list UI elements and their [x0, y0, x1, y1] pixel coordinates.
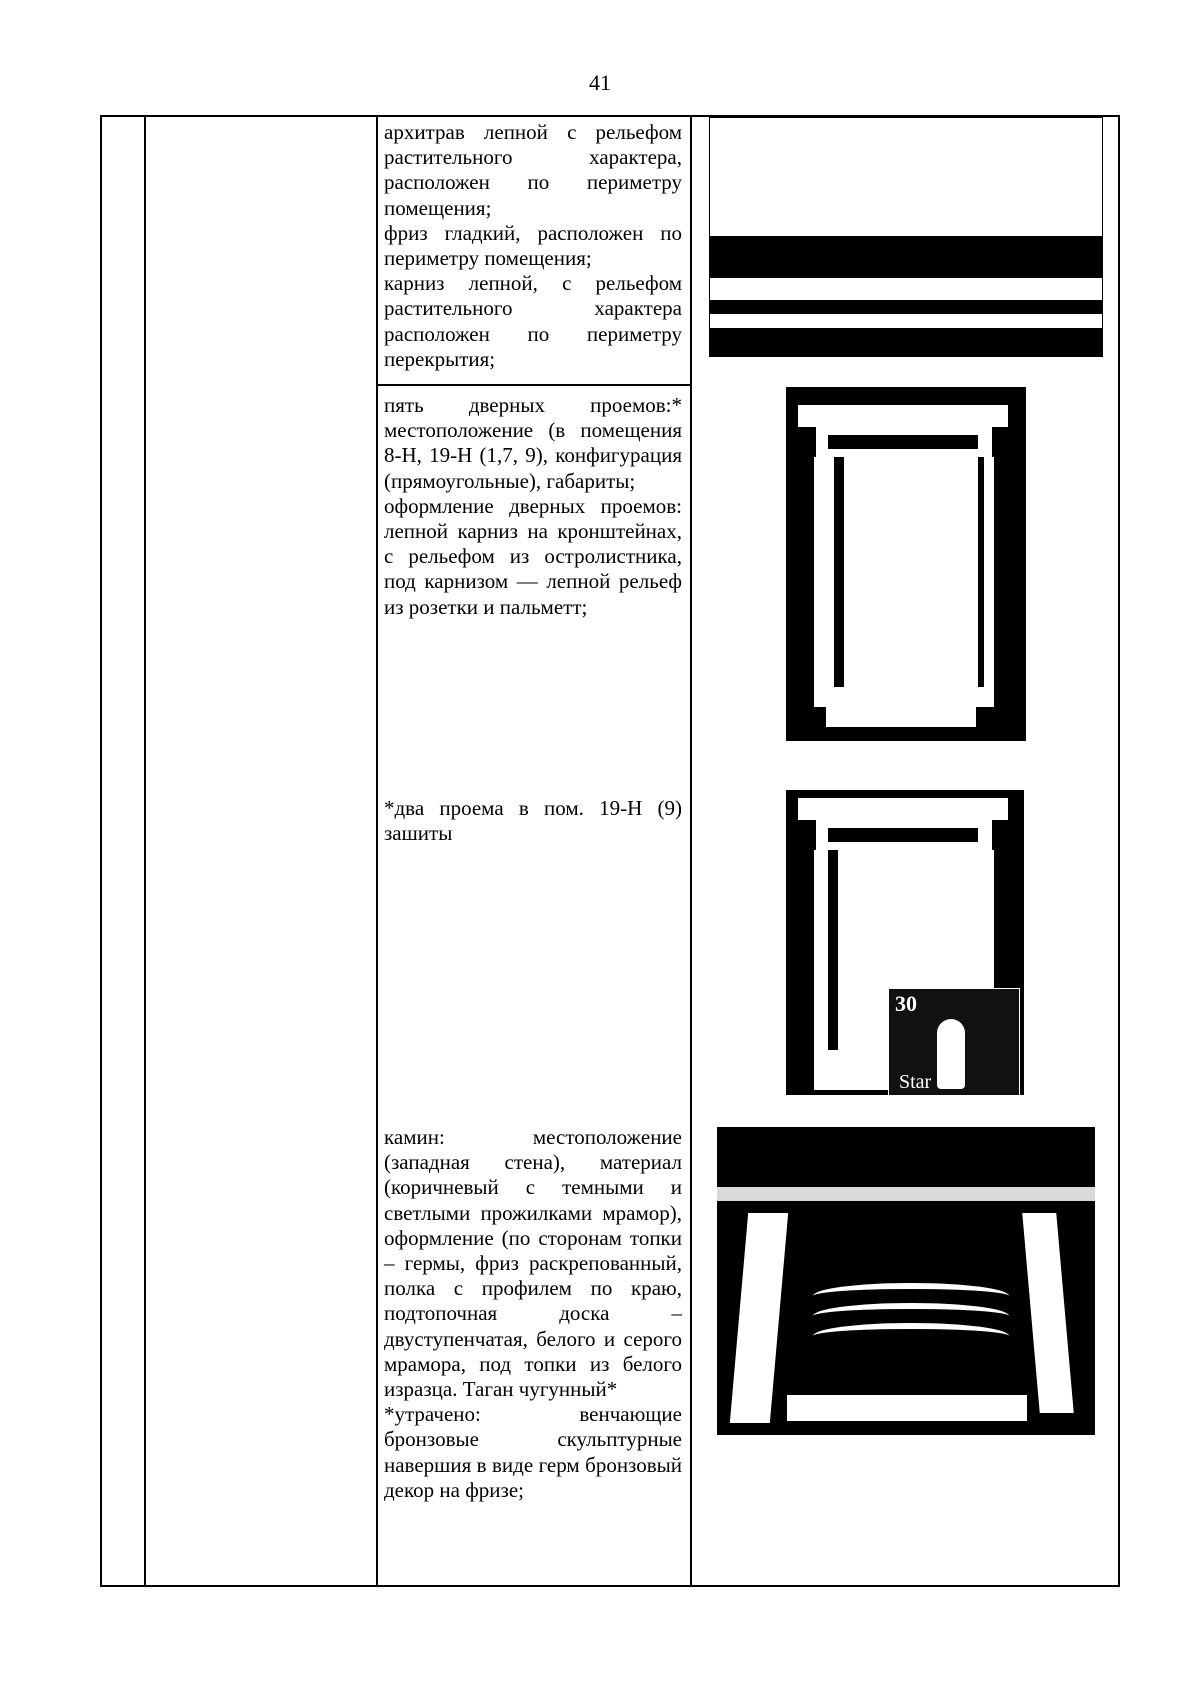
row-separator — [376, 384, 690, 386]
poster-number: 30 — [895, 991, 917, 1016]
fireplace-grate-bar — [813, 1323, 1009, 1349]
section-text-doorways — [384, 393, 682, 620]
fireplace-herm-left — [730, 1213, 788, 1423]
door-lintel — [816, 427, 992, 457]
paragraph: фриз гладкий, расположен по периметру помещения; — [384, 220, 682, 271]
door-floor — [826, 687, 976, 727]
door-panel — [814, 457, 994, 707]
section-text-note — [384, 796, 682, 846]
fireplace-hearth — [787, 1395, 1027, 1421]
page-number: 41 — [589, 70, 611, 95]
column-divider-3 — [690, 117, 692, 1585]
poster-brand: Star — [899, 1071, 932, 1093]
doorway-photo-1 — [786, 387, 1026, 741]
paragraph: *два проема в пом. 19-Н (9) зашиты — [384, 796, 682, 846]
door-cornice — [798, 798, 1008, 820]
paragraph: архитрав лепной с рельефом растительного характера, расположен по периметру помещения; — [384, 120, 682, 220]
fireplace-herm-right — [1022, 1213, 1073, 1413]
fireplace-photo — [717, 1127, 1095, 1435]
column-divider-2 — [376, 117, 378, 1585]
door-lintel — [816, 820, 992, 850]
section-text-fireplace — [384, 1125, 682, 1503]
poster — [888, 988, 1020, 1095]
doorway-photo-2 — [786, 790, 1024, 1095]
dancer-figure — [937, 1019, 965, 1089]
paragraph: камин: местоположение (западная стена), материал (коричневый с темными и светлыми прожилками мрамор), оформление (по сторонам топки – гермы, фриз раскрепованный, полка с профилем по краю, подтопочная доска – двуступенчатая, белого и серого мрамора, под топки из белого изразца. Таган чугунный* — [384, 1125, 682, 1402]
paragraph: оформление дверных проемов: лепной карниз на кронштейнах, с рельефом из остролистника, под карнизом — лепной рельеф из розетки и пальметт; — [384, 493, 682, 619]
paragraph: *утрачено: венчающие бронзовые скульптурные навершия в виде герм бронзовый декор на фризе; — [384, 1402, 682, 1502]
paragraph: пять дверных проемов:* местоположение (в помещения 8-Н, 19-Н (1,7, 9), конфигурация (прямоугольные), габариты; — [384, 393, 682, 493]
photo-band — [710, 118, 1102, 236]
photo-band — [710, 278, 1102, 300]
fireplace-mantel — [717, 1187, 1095, 1201]
photo-band — [710, 314, 1102, 328]
paragraph: карниз лепной, с рельефом растительного характера расположен по периметру перекрытия; — [384, 271, 682, 371]
section-text-cornice — [384, 120, 682, 372]
door-cornice — [798, 405, 1008, 427]
cornice-photo — [709, 117, 1103, 357]
column-divider-1 — [144, 117, 146, 1585]
